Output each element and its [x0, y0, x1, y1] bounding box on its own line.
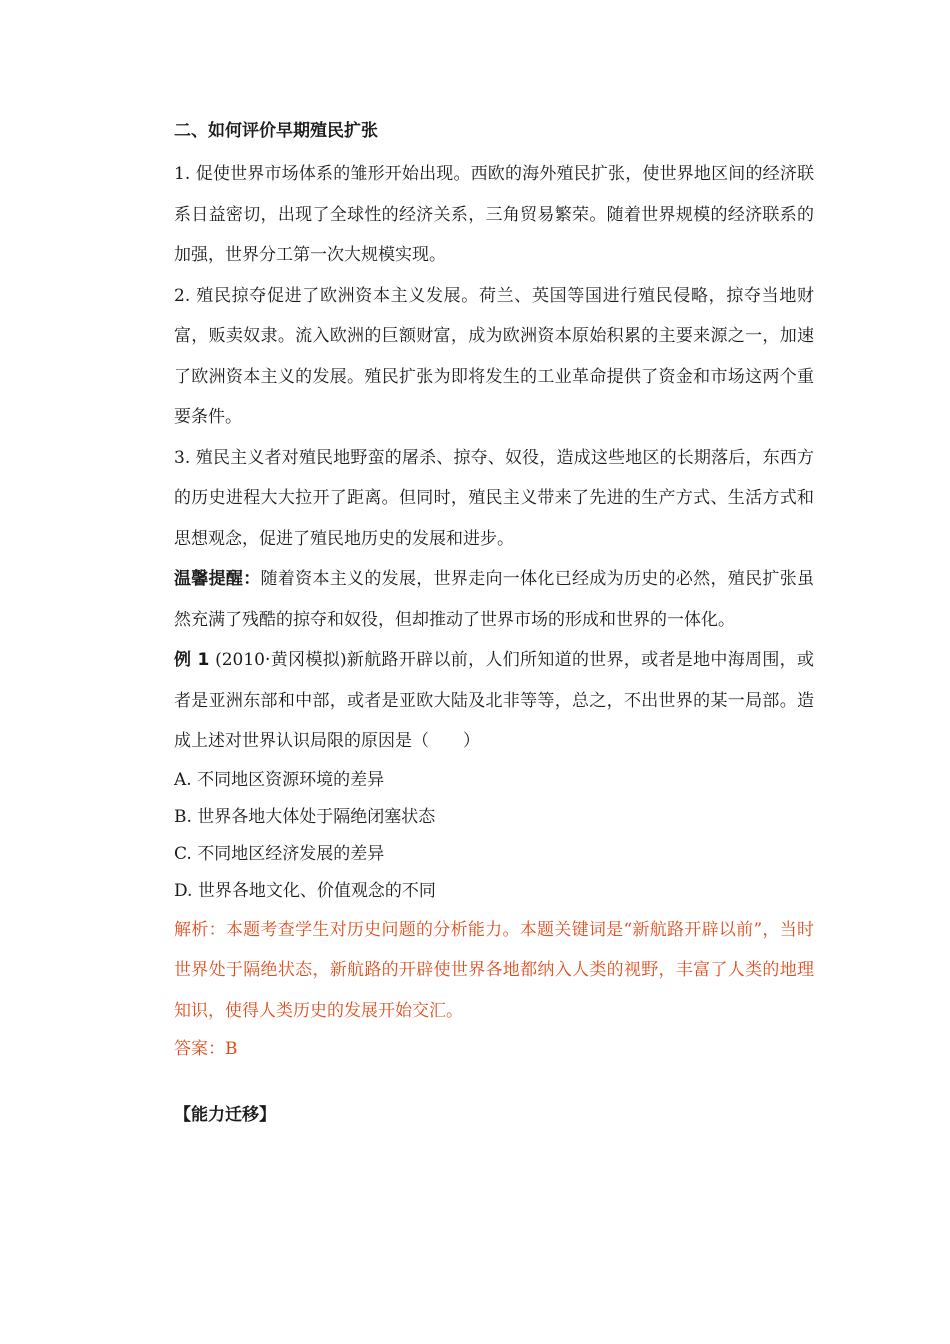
tip-paragraph	[174, 559, 814, 640]
option-b: B. 世界各地大体处于隔绝闭塞状态	[174, 806, 436, 827]
point-1: 1. 促使世界市场体系的雏形开始出现。西欧的海外殖民扩张，使世界地区间的经济联系日益密切，出现了全球性的经济关系，三角贸易繁荣。随着世界规模的经济联系的加强，世界分工第一次大规模实现。	[174, 164, 814, 265]
section-heading: 二、如何评价早期殖民扩张	[174, 121, 378, 141]
example-text: (2010·黄冈模拟)新航路开辟以前，人们所知道的世界，或者是地中海周围，或者是亚洲东部和中部，或者是亚欧大陆及北非等等，总之，不出世界的某一局部。造成上述对世界认识局限的原因是（ ）	[174, 650, 814, 751]
ability-transfer-title: 【能力迁移】	[174, 1105, 276, 1125]
analysis-text: 解析：本题考查学生对历史问题的分析能力。本题关键词是“新航路开辟以前”，当时世界处于隔绝状态，新航路的开辟使世界各地都纳入人类的视野，丰富了人类的地理知识，使得人类历史的发展开始交汇。	[174, 919, 814, 1021]
spacer	[174, 1068, 814, 1102]
point-3: 3. 殖民主义者对殖民地野蛮的屠杀、掠夺、奴役，造成这些地区的长期落后，东西方的历史进程大大拉开了距离。但同时，殖民主义带来了先进的生产方式、生活方式和思想观念，促进了殖民地历史的发展和进步。	[174, 447, 814, 549]
point-2: 2. 殖民掠夺促进了欧洲资本主义发展。荷兰、英国等国进行殖民侵略，掠夺当地财富，贩卖奴隶。流入欧洲的巨额财富，成为欧洲资本原始积累的主要来源之一，加速了欧洲资本主义的发展。殖民扩张为即将发生的工业革命提供了资金和市场这两个重要条件。	[174, 285, 814, 427]
tip-text: 随着资本主义的发展，世界走向一体化已经成为历史的必然，殖民扩张虽然充满了残酷的掠夺和奴役，但却推动了世界市场的形成和世界的一体化。	[174, 569, 815, 630]
example-label: 例 1	[174, 650, 210, 670]
answer-text: 答案：B	[174, 1039, 238, 1059]
example-question	[174, 640, 814, 762]
tip-label: 温馨提醒：	[174, 569, 261, 589]
option-a: A. 不同地区资源环境的差异	[174, 769, 385, 790]
option-d: D. 世界各地文化、价值观念的不同	[174, 880, 436, 901]
document-page	[174, 118, 814, 1128]
option-c: C. 不同地区经济发展的差异	[174, 843, 385, 864]
